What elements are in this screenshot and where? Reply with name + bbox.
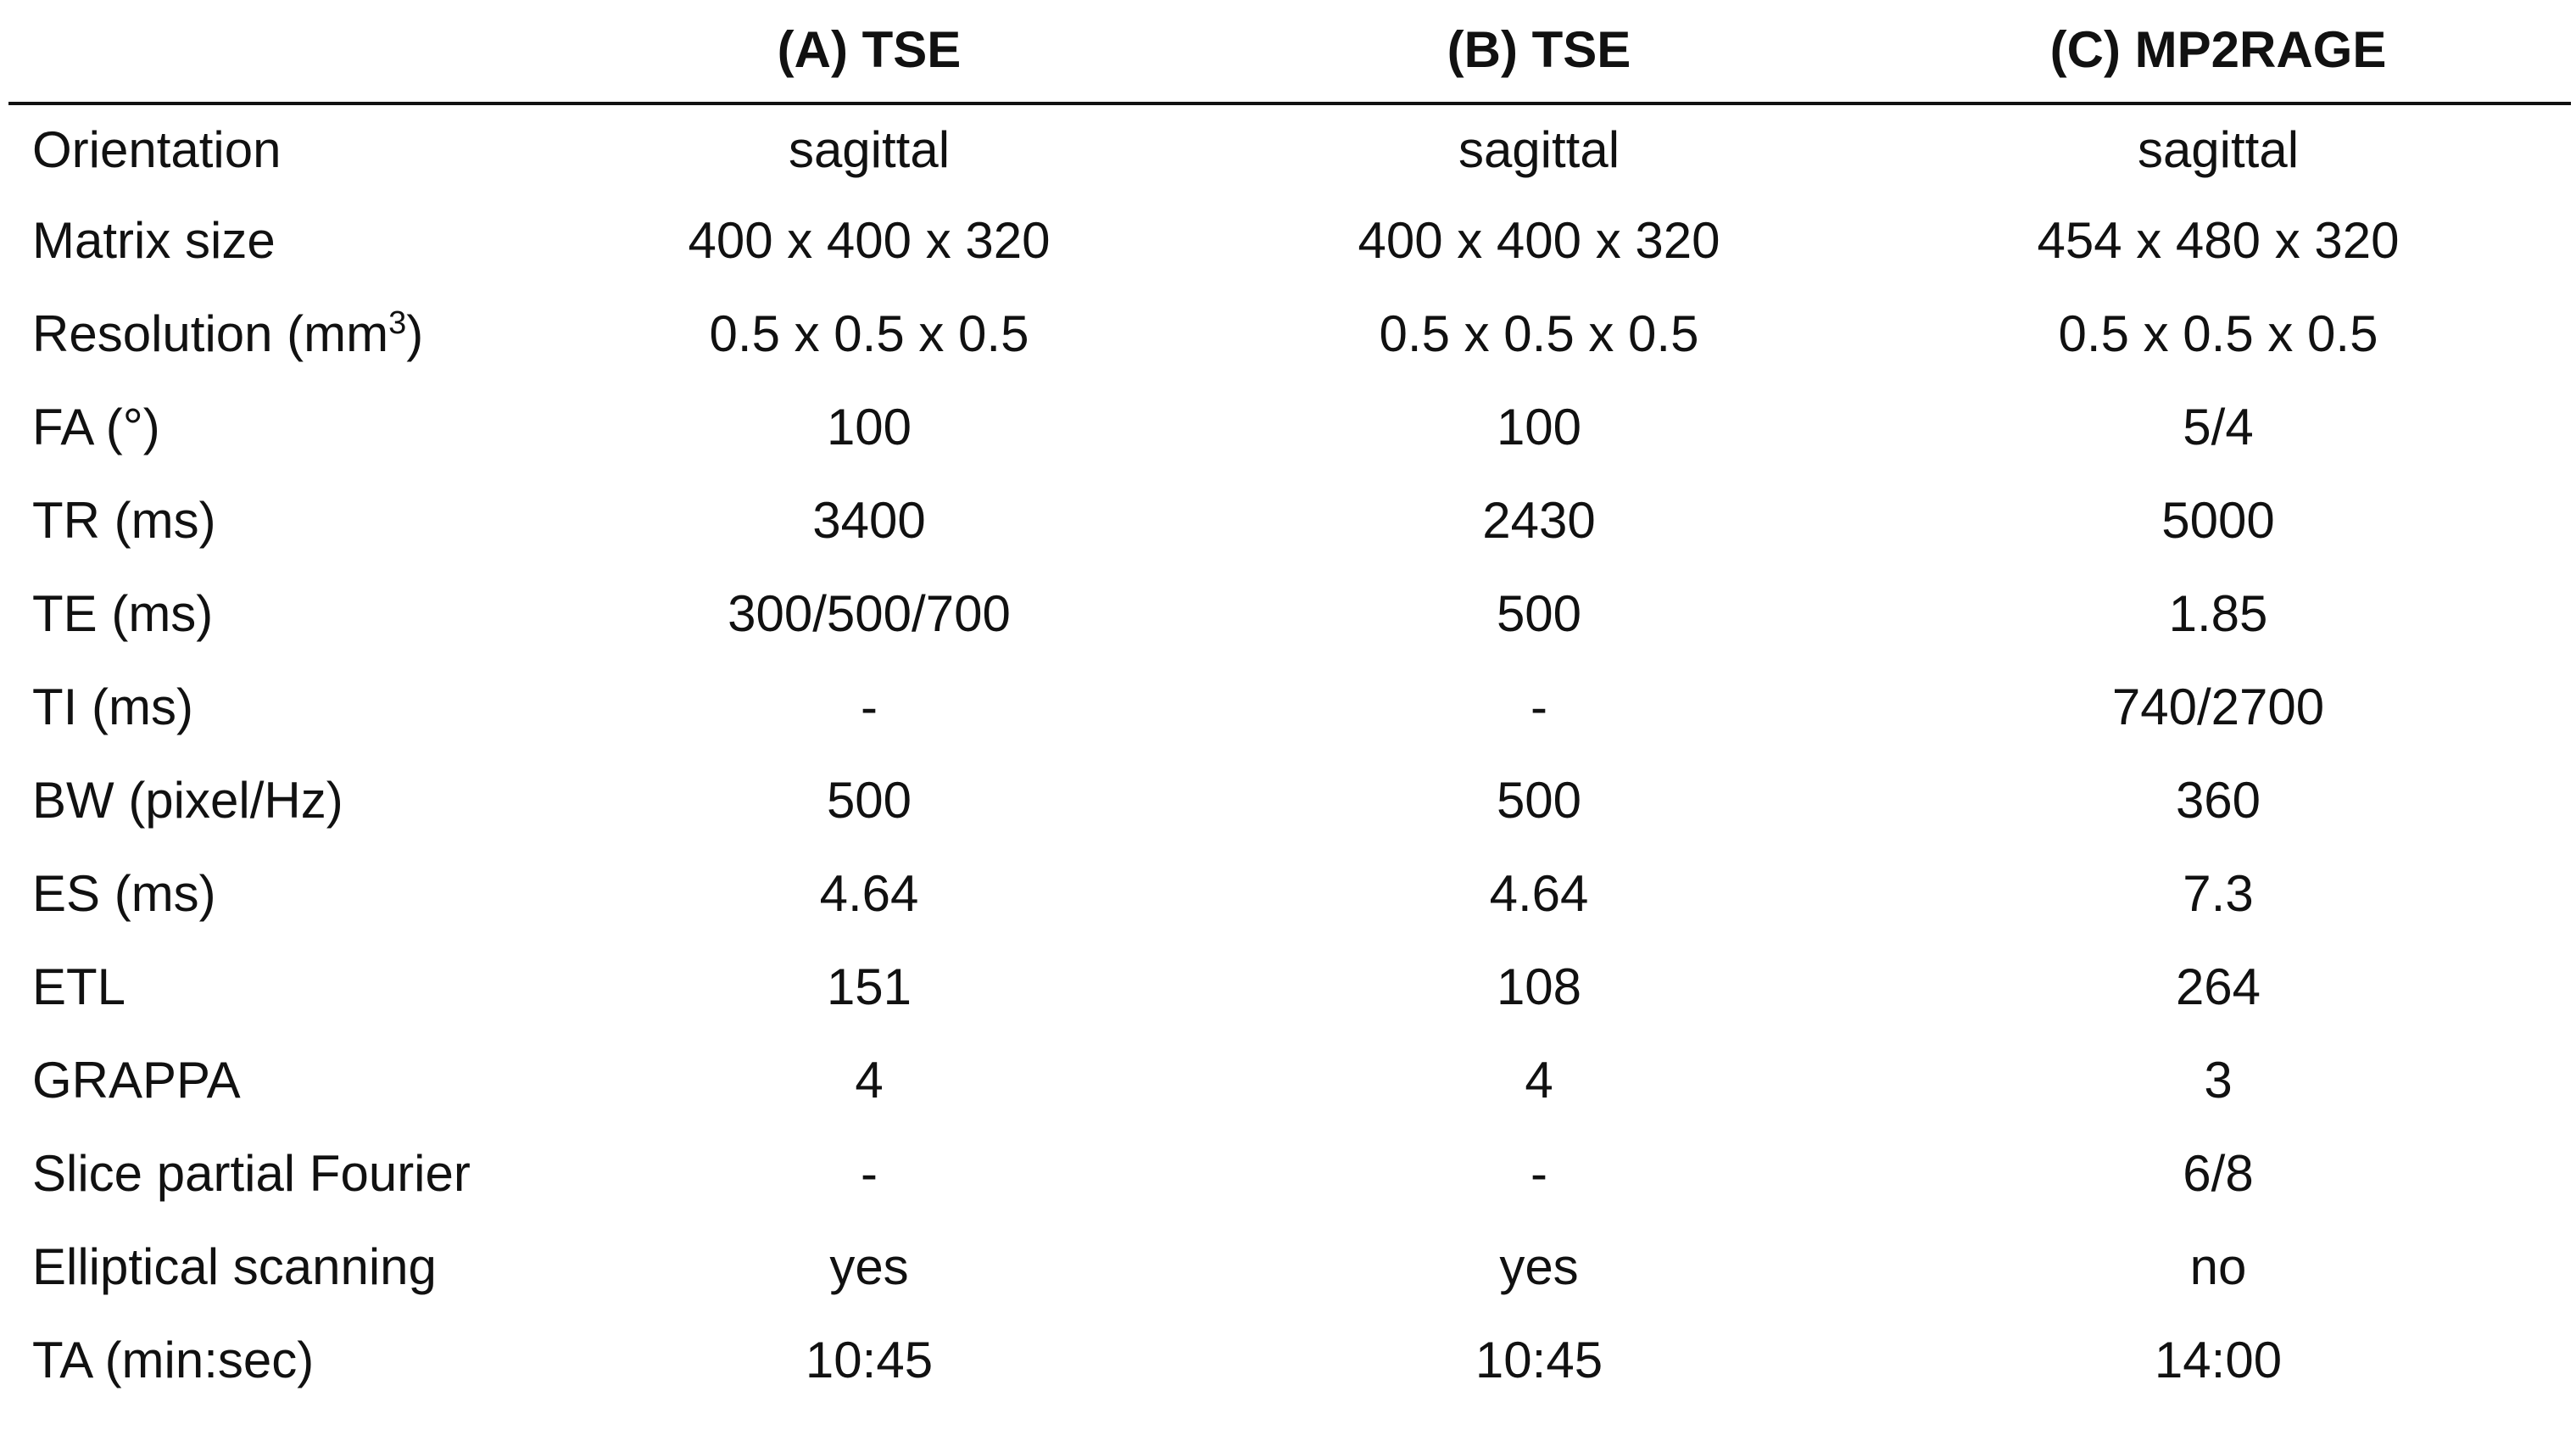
row-label: Elliptical scanning: [32, 1237, 437, 1295]
row-label: Matrix size: [32, 211, 276, 269]
cell-c: 14:00: [2154, 1331, 2283, 1388]
table-row: [8, 1313, 2571, 1406]
table-row: [8, 753, 2571, 846]
cell-a: 100: [826, 398, 912, 455]
row-label: FA (°): [32, 398, 160, 455]
cell-c: 5000: [2161, 491, 2275, 549]
table-header: [8, 0, 2571, 103]
table-row: [8, 1126, 2571, 1220]
cell-c: 0.5 x 0.5 x 0.5: [2058, 304, 2378, 362]
cell-a: -: [861, 1144, 878, 1202]
table-row: [8, 380, 2571, 473]
row-label: TA (min:sec): [32, 1331, 315, 1388]
cell-b: sagittal: [1458, 120, 1620, 178]
row-label: GRAPPA: [32, 1051, 241, 1109]
row-label: TR (ms): [32, 491, 216, 549]
cell-c: 1.85: [2168, 584, 2268, 642]
row-label: TE (ms): [32, 584, 214, 642]
cell-c: sagittal: [2137, 120, 2300, 178]
cell-b: -: [1531, 678, 1547, 735]
cell-b: 4.64: [1489, 864, 1589, 922]
cell-c: 740/2700: [2111, 678, 2325, 735]
table-row: [8, 940, 2571, 1033]
cell-a: 4: [855, 1051, 884, 1109]
row-label: BW (pixel/Hz): [32, 771, 343, 829]
sequence-parameters-table: [8, 0, 2571, 1406]
table-row: [8, 287, 2571, 380]
cell-c: 264: [2175, 958, 2261, 1015]
row-label-text: Resolution (mm: [32, 304, 389, 362]
cell-a: sagittal: [788, 120, 951, 178]
cell-b: 108: [1496, 958, 1582, 1015]
cell-c: 5/4: [2183, 398, 2254, 455]
header-tse-b: (B) TSE: [1213, 0, 1865, 103]
cell-c: 7.3: [2183, 864, 2254, 922]
row-label: ES (ms): [32, 864, 216, 922]
table-row: [8, 103, 2571, 193]
cell-b: 400 x 400 x 320: [1358, 211, 1720, 269]
cell-a: 10:45: [805, 1331, 934, 1388]
cell-a: yes: [829, 1237, 909, 1295]
cell-b: -: [1531, 1144, 1547, 1202]
row-label: TI (ms): [32, 678, 193, 735]
row-label: ETL: [32, 958, 126, 1015]
cell-a: 400 x 400 x 320: [688, 211, 1051, 269]
cell-b: 2430: [1482, 491, 1596, 549]
cell-b: yes: [1499, 1237, 1579, 1295]
table-row: [8, 473, 2571, 567]
cell-b: 10:45: [1475, 1331, 1603, 1388]
cell-a: 300/500/700: [728, 584, 1011, 642]
row-label: Orientation: [32, 120, 282, 178]
cell-c: no: [2189, 1237, 2247, 1295]
cell-a: 0.5 x 0.5 x 0.5: [709, 304, 1029, 362]
row-label: [8, 287, 526, 380]
cell-c: 6/8: [2183, 1144, 2254, 1202]
header-row: [8, 0, 2571, 103]
cell-a: 500: [826, 771, 912, 829]
cell-c: 454 x 480 x 320: [2037, 211, 2400, 269]
table-row: [8, 846, 2571, 940]
table-row: [8, 1220, 2571, 1313]
cell-b: 100: [1496, 398, 1582, 455]
cell-b: 4: [1525, 1051, 1553, 1109]
header-empty-cell: [8, 0, 526, 103]
cell-a: 151: [826, 958, 912, 1015]
table-row: [8, 567, 2571, 660]
header-tse-a: (A) TSE: [526, 0, 1213, 103]
cell-c: 360: [2175, 771, 2261, 829]
table-row: [8, 660, 2571, 753]
cell-b: 500: [1496, 584, 1582, 642]
superscript-three: 3: [388, 304, 407, 341]
table-body: [8, 103, 2571, 1406]
row-label-suffix: ): [406, 304, 424, 362]
cell-b: 500: [1496, 771, 1582, 829]
cell-c: 3: [2204, 1051, 2233, 1109]
table-row: [8, 193, 2571, 287]
table-row: [8, 1033, 2571, 1126]
cell-b: 0.5 x 0.5 x 0.5: [1379, 304, 1699, 362]
cell-a: 3400: [812, 491, 926, 549]
header-mp2rage-c: (C) MP2RAGE: [1865, 0, 2571, 103]
cell-a: 4.64: [819, 864, 919, 922]
row-label: Slice partial Fourier: [32, 1144, 471, 1202]
cell-a: -: [861, 678, 878, 735]
